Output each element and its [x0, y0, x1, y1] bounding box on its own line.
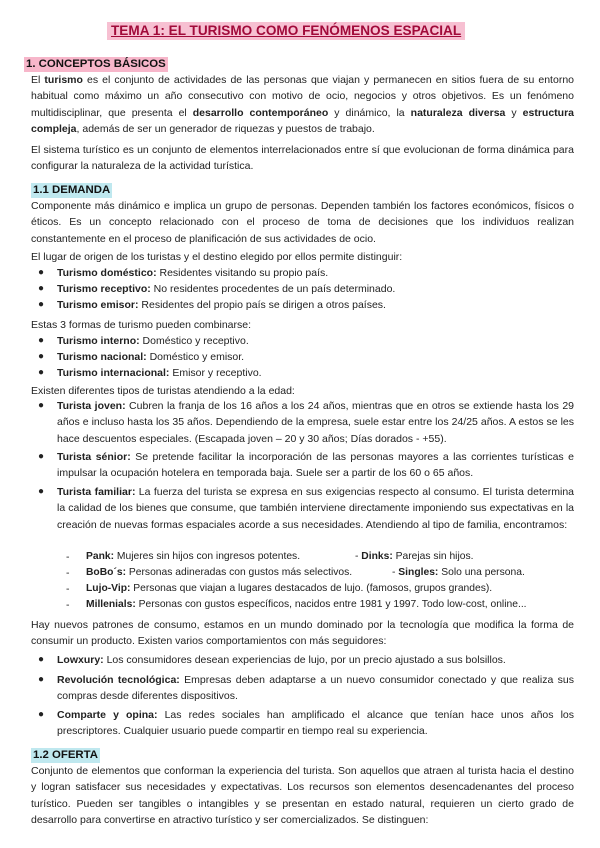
bullet-dot-icon: ● [38, 335, 45, 346]
bullet-dot-icon: ● [38, 351, 45, 362]
list-item: Lujo-Vip: Personas que viajan a lugares destacados de lujo. (famosos, grupos grandes). [86, 583, 493, 594]
list-item: Turismo doméstico: Residentes visitando su propio país. [57, 267, 329, 279]
paragraph-combinarse: Estas 3 formas de turismo pueden combinarse: [31, 319, 252, 331]
paragraph-sistema-turistico: El sistema turístico es un conjunto de elementos interrelacionados entre sí que evolucionan de forma dinámica para configurar la naturaleza de la actividad turística. [31, 144, 574, 173]
list-item-turista-joven: Turista joven: Cubren la franja de los 16 años a los 24 años, mientras que en otros se extiende hasta los 29 años e incluso hasta los 35 años. Dependiendo de la empresa, suele estar entre los 24/25 años. A estos se les hace descuentos especiales. (Escapada joven – 20 y 30 años; Días dorados - +55). [57, 400, 574, 445]
bullet-dot-icon: ● [38, 654, 45, 665]
dash-bullet-icon: - [66, 583, 70, 595]
list-item: - Singles: Solo una persona. [392, 567, 525, 578]
list-item: Turismo nacional: Doméstico y emisor. [57, 351, 245, 363]
dash-bullet-icon: - [66, 599, 70, 611]
bullet-dot-icon: ● [38, 486, 45, 497]
paragraph-lugar-origen: El lugar de origen de los turistas y el destino elegido por ellos permite distinguir: [31, 251, 403, 263]
list-item: Millenials: Personas con gustos específicos, nacidos entre 1981 y 1997. Todo low-cost, online... [86, 599, 527, 610]
paragraph-tipos-edad: Existen diferentes tipos de turistas atendiendo a la edad: [31, 385, 295, 397]
paragraph-oferta: Conjunto de elementos que conforman la experiencia del turista. Son aquellos que atraen al turista hacia el destino y logran satisfacer sus necesidades y expectativas. Los recursos son elementos desencadenantes del proceso turístico. Pueden ser tangibles o intangibles y se presentan en estado natural, requieren un cierto grado de desarrollo para convertirse en atractivo turístico y ser comercializados. Se distinguen: [31, 765, 574, 827]
list-item-turista-senior: Turista sénior: Se pretende facilitar la incorporación de las personas mayores a las corrientes turísticas e impulsar la ocupación hotelera en temporada baja. Suele ser a partir de los 60 o 65 años. [57, 451, 574, 480]
list-item: Turismo internacional: Emisor y receptivo. [57, 367, 262, 379]
section-heading-oferta: 1.2 OFERTA [33, 749, 98, 761]
section-heading-demanda: 1.1 DEMANDA [33, 184, 111, 196]
list-item: BoBo´s: Personas adineradas con gustos más selectivos. [86, 567, 353, 578]
list-item-lowxury: Lowxury: Los consumidores desean experiencias de lujo, por un precio ajustado a sus bolsillos. [57, 654, 506, 666]
list-item: Pank: Mujeres sin hijos con ingresos potentes. [86, 551, 301, 562]
paragraph-patrones-consumo: Hay nuevos patrones de consumo, estamos en un mundo dominado por la tecnología que modifica la forma de consumir un producto. Existen varios comportamientos con más seguidores: [31, 619, 574, 648]
dash-bullet-icon: - [66, 567, 70, 579]
list-item: Turismo emisor: Residentes del propio país se dirigen a otros países. [57, 299, 386, 311]
list-item-comparte-opina: Comparte y opina: Las redes sociales han amplificado el alcance que tenían hace unos años los prescriptores. Cualquier usuario puede compartir en tiempo real su experiencia. [57, 709, 574, 738]
dash-bullet-icon: - [66, 551, 70, 563]
list-item: Turismo interno: Doméstico y receptivo. [57, 335, 249, 347]
list-item-revolucion-tecnologica: Revolución tecnológica: Empresas deben adaptarse a un nuevo consumidor conectado y que realiza sus compras desde diferentes dispositivos. [57, 674, 574, 703]
bullet-dot-icon: ● [38, 267, 45, 278]
bullet-dot-icon: ● [38, 400, 45, 411]
page-title: TEMA 1: EL TURISMO COMO FENÓMENOS ESPACIAL [107, 22, 465, 40]
list-item: Turismo receptivo: No residentes procedentes de un país determinado. [57, 283, 396, 295]
section-heading-conceptos: 1. CONCEPTOS BÁSICOS [26, 58, 166, 70]
paragraph-turismo-definicion: El turismo es el conjunto de actividades de las personas que viajan y permanecen en sitios fuera de su entorno habitual como máximo un año consecutivo con motivo de ocio, negocios y otros objetivos. Es un fenómeno multidisciplinar, que presenta el desarrollo contemporáneo y dinámico, la naturaleza diversa y estructura compleja, además de ser un generador de riquezas y puestos de trabajo. [31, 74, 574, 136]
paragraph-demanda: Componente más dinámico e implica un grupo de personas. Dependen también los factores económicos, físicos o éticos. Es un concepto relacionado con el proceso de toma de decisiones que los individuos realizan constantemente en el proceso de planificación de sus actividades de ocio. [31, 200, 574, 245]
bullet-dot-icon: ● [38, 709, 45, 720]
bullet-dot-icon: ● [38, 283, 45, 294]
list-item: - Dinks: Parejas sin hijos. [355, 551, 474, 562]
bullet-dot-icon: ● [38, 299, 45, 310]
list-item-turista-familiar: Turista familiar: La fuerza del turista se expresa en sus exigencias respecto al consumo. El turista determina la calidad de los bienes que consume, que también interviene directamente imponiendo sus expectativas en la creación de nuevas formas espaciales acorde a sus necesidades. Atendiendo al tipo de familia, encontramos: [57, 486, 574, 531]
bullet-dot-icon: ● [38, 451, 45, 462]
bullet-dot-icon: ● [38, 367, 45, 378]
bullet-dot-icon: ● [38, 674, 45, 685]
